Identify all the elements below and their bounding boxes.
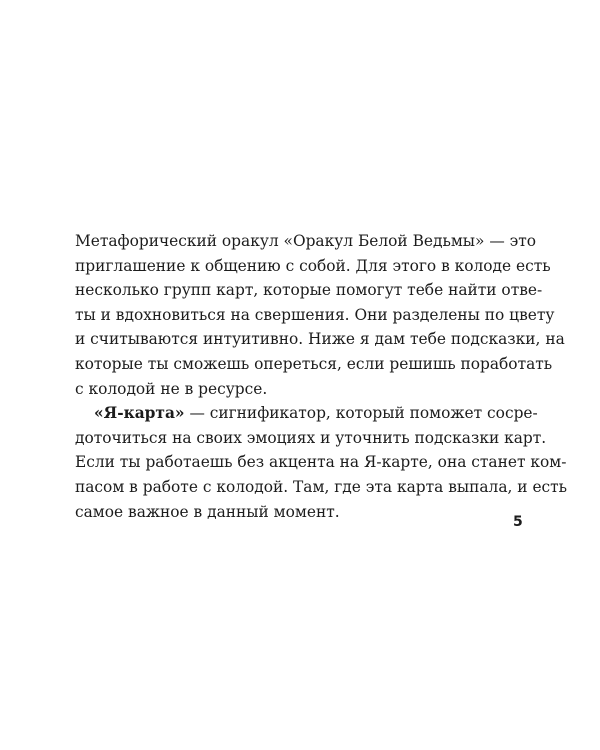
text-line-rest: — сигнификатор, который поможет сосре- [184, 404, 538, 423]
text-line: с колодой не в ресурсе. [75, 379, 268, 398]
page-number: 5 [513, 514, 523, 530]
paragraph-ya-karta [75, 401, 568, 524]
text-line: самое важное в данный момент. [75, 502, 340, 521]
text-line: несколько групп карт, которые помогут тебе найти отве- [75, 281, 543, 300]
text-line: и считываются интуитивно. Ниже я дам тебе подсказки, на [75, 330, 565, 349]
text-line: пасом в работе с колодой. Там, где эта карта выпала, и есть [75, 477, 568, 496]
term-ya-karta: «Я-карта» [94, 404, 185, 423]
text-line-first [75, 401, 538, 426]
paragraph-intro [75, 229, 565, 401]
text-line: Метафорический оракул «Оракул Белой Ведьмы» — это [75, 232, 537, 250]
text-line: которые ты сможешь опереться, если решишь поработать [75, 354, 553, 373]
text-line: доточиться на своих эмоциях и уточнить подсказки карт. [75, 428, 547, 447]
text-line: Если ты работаешь без акцента на Я-карте, она станет ком- [75, 453, 567, 472]
body-text [75, 229, 568, 524]
text-line: приглашение к общению с собой. Для этого в колоде есть [75, 256, 551, 275]
text-line: ты и вдохновиться на свершения. Они разделены по цвету [75, 305, 555, 324]
